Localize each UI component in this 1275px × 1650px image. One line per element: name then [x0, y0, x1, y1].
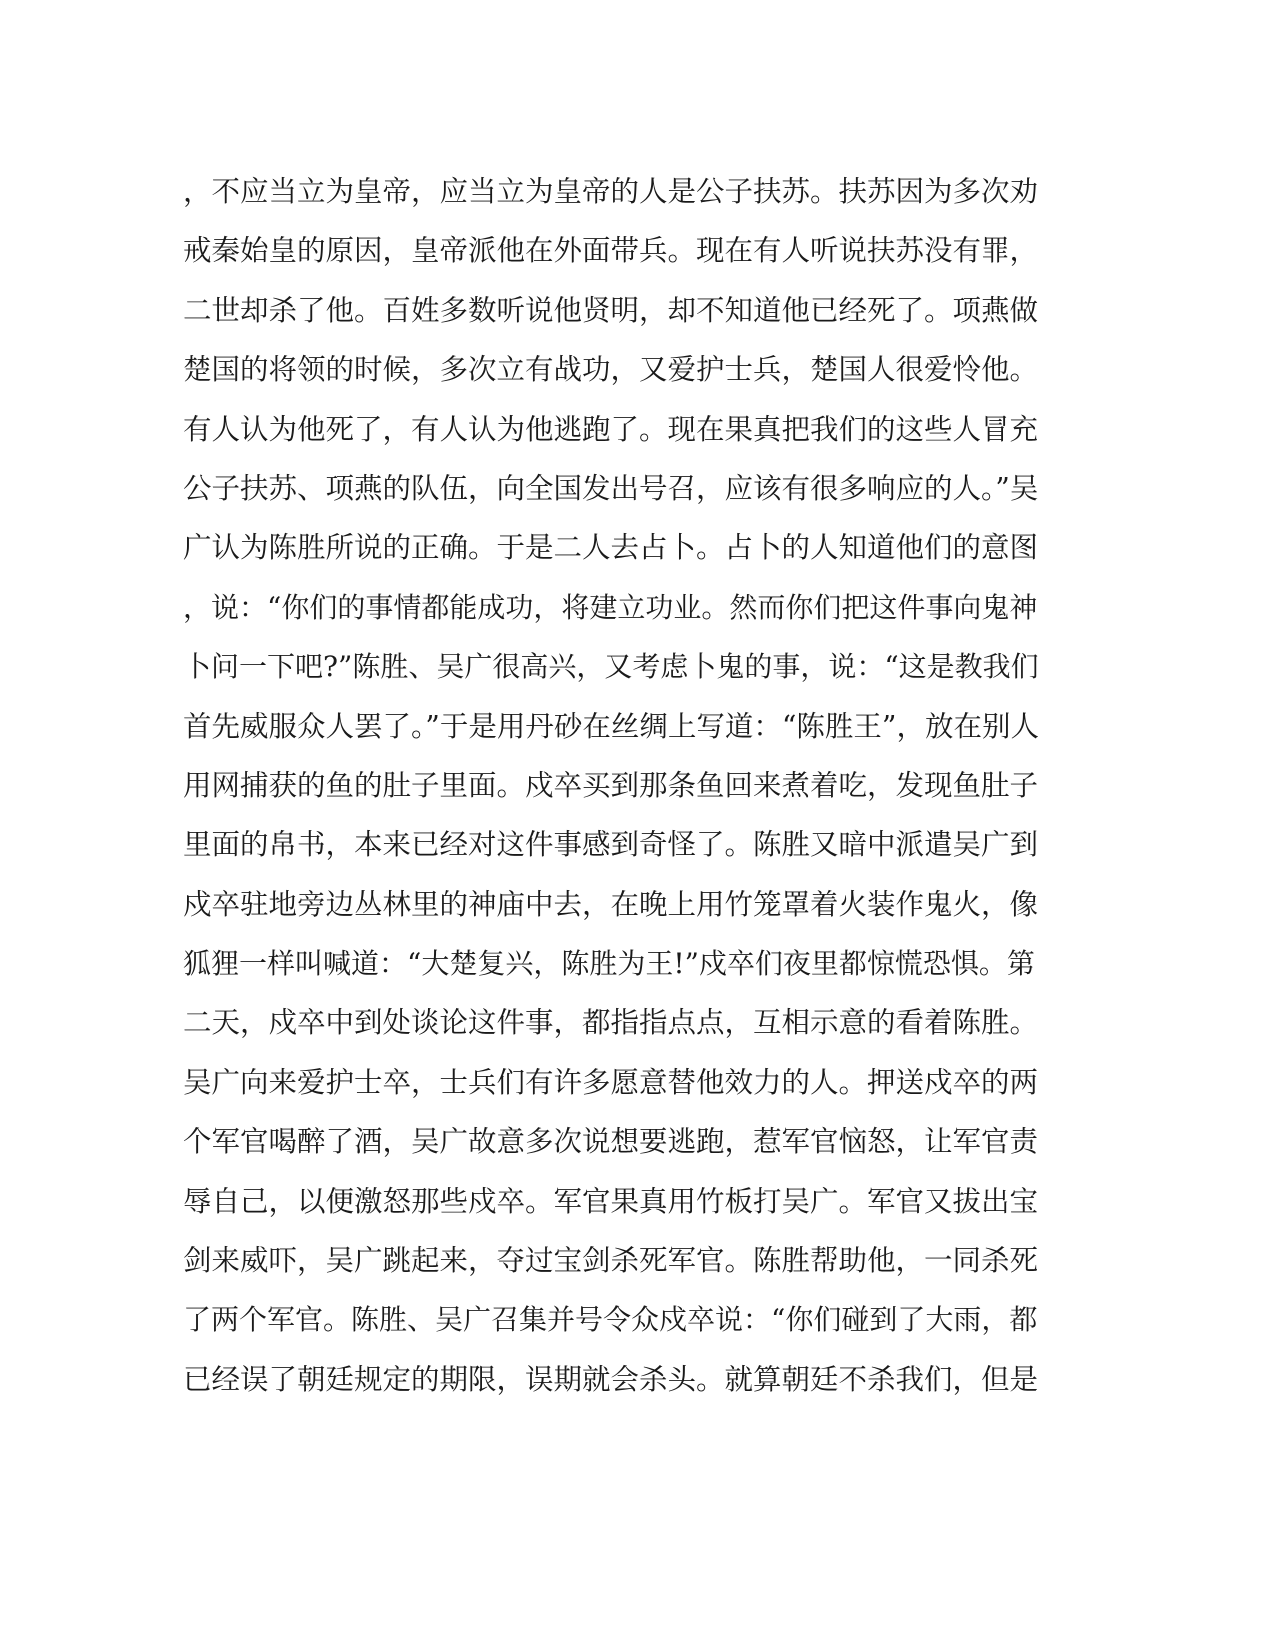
text-line: 戒秦始皇的原因，皇帝派他在外面带兵。现在有人听说扶苏没有罪，: [183, 234, 1039, 268]
text-line: 二世却杀了他。百姓多数听说他贤明，却不知道他已经死了。项燕做: [183, 293, 1039, 327]
text-line: 戍卒驻地旁边丛林里的神庙中去，在晚上用竹笼罩着火装作鬼火，像: [183, 887, 1039, 921]
text-line: 首先威服众人罢了。”于是用丹砂在丝绸上写道：“陈胜王”，放在别人: [183, 709, 1039, 743]
text-line: 广认为陈胜所说的正确。于是二人去占卜。占卜的人知道他们的意图: [183, 531, 1039, 565]
text-line: 吴广向来爱护士卒，士兵们有许多愿意替他效力的人。押送戍卒的两: [183, 1065, 1039, 1099]
text-line: 辱自己，以便激怒那些戍卒。军官果真用竹板打吴广。军官又拔出宝: [183, 1184, 1039, 1218]
text-line: 楚国的将领的时候，多次立有战功，又爱护士兵，楚国人很爱怜他。: [183, 353, 1039, 387]
text-line: 有人认为他死了，有人认为他逃跑了。现在果真把我们的这些人冒充: [183, 412, 1039, 446]
text-line: 用网捕获的鱼的肚子里面。戍卒买到那条鱼回来煮着吃，发现鱼肚子: [183, 768, 1039, 802]
body-text: [183, 162, 1043, 1409]
text-line: 里面的帛书，本来已经对这件事感到奇怪了。陈胜又暗中派遣吴广到: [183, 828, 1039, 862]
text-line: 公子扶苏、项燕的队伍，向全国发出号召，应该有很多响应的人。”吴: [183, 471, 1039, 505]
text-line: 卜问一下吧?”陈胜、吴广很高兴，又考虑卜鬼的事，说：“这是教我们: [183, 650, 1039, 684]
text-line: 个军官喝醉了酒，吴广故意多次说想要逃跑，惹军官恼怒，让军官责: [183, 1125, 1039, 1159]
text-line: 二天，戍卒中到处谈论这件事，都指指点点，互相示意的看着陈胜。: [183, 1006, 1039, 1040]
text-line: 狐狸一样叫喊道：“大楚复兴，陈胜为王!”戍卒们夜里都惊慌恐惧。第: [183, 947, 1035, 981]
text-line: 剑来威吓，吴广跳起来，夺过宝剑杀死军官。陈胜帮助他，一同杀死: [183, 1244, 1039, 1278]
text-line: ，不应当立为皇帝，应当立为皇帝的人是公子扶苏。扶苏因为多次劝: [183, 175, 1039, 208]
text-line: 了两个军官。陈胜、吴广召集并号令众戍卒说：“你们碰到了大雨，都: [183, 1303, 1038, 1337]
text-line: ，说：“你们的事情都能成功，将建立功业。然而你们把这件事向鬼神: [183, 590, 1038, 624]
text-line: 已经误了朝廷规定的期限，误期就会杀头。就算朝廷不杀我们，但是: [183, 1362, 1039, 1396]
